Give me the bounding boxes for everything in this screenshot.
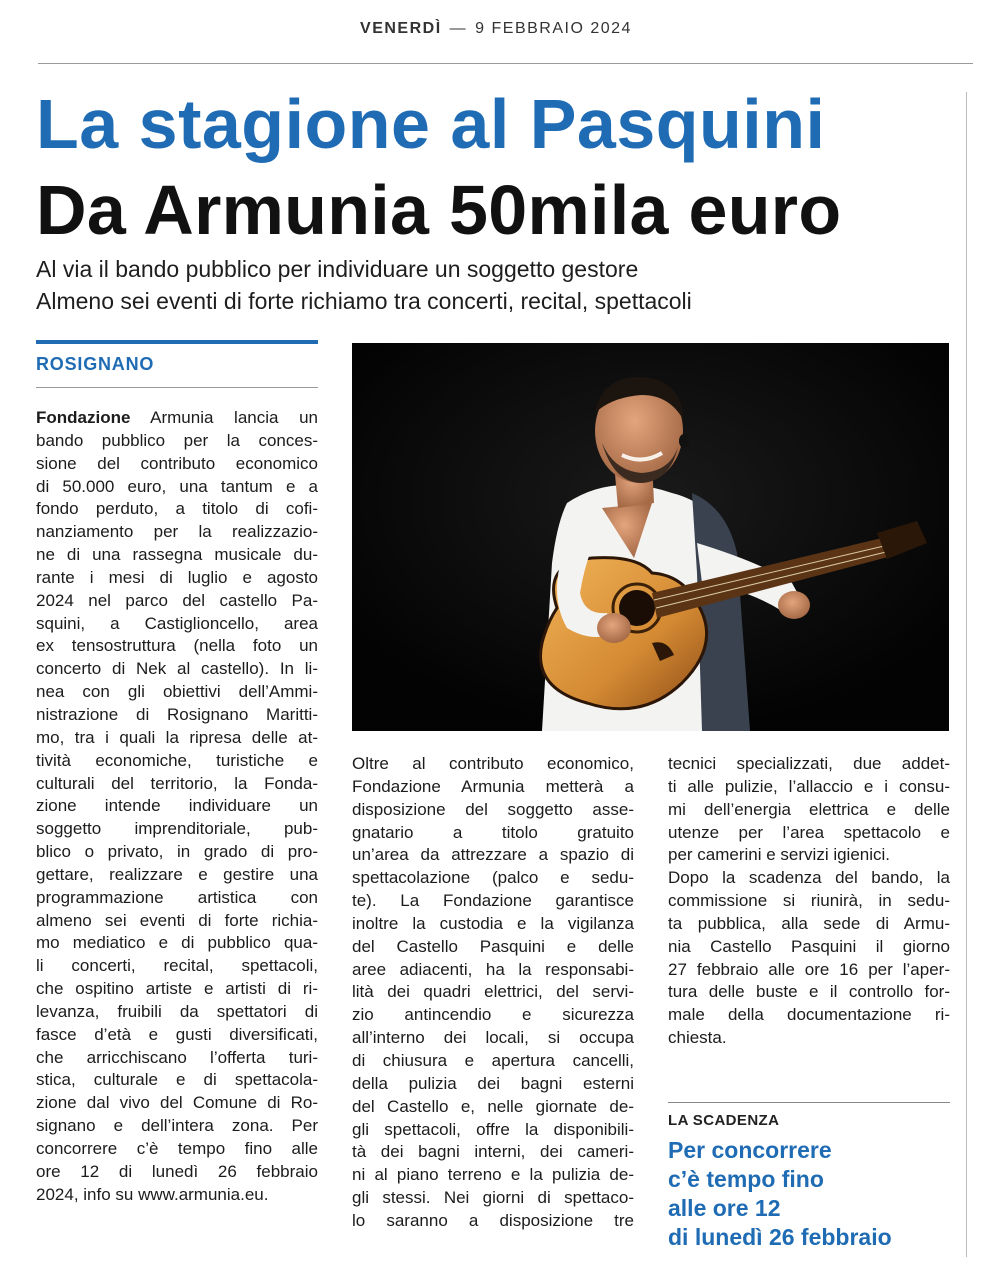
headline-main: Da Armunia 50mila euro (36, 171, 842, 249)
text-line: nia Castello Pasquini il giorno (668, 936, 950, 956)
text-line: nistrazione di Rosignano Maritti- (36, 704, 318, 724)
text-line: di chiusura e apertura cancelli, (352, 1050, 634, 1070)
text-line: lo saranno a disposizione tre (352, 1210, 634, 1230)
text-line: te). La Fondazione garantisce (352, 891, 634, 911)
text-line: concerto di Nek al castello). In li- (36, 659, 318, 679)
callout-line: Per concorrere (668, 1137, 832, 1163)
text-line: inoltre la custodia e la vigilanza (352, 913, 634, 933)
text-line: nanziamento per la realizzazio- (36, 522, 318, 542)
text-line: programmazione artistica con (36, 887, 318, 907)
text-line: per camerini e servizi igienici. (668, 845, 891, 865)
article-column-1 (36, 407, 318, 1207)
text-line: mo, tra i quali la ripresa delle at- (36, 727, 318, 747)
dateline (0, 20, 992, 38)
text-line: fasce d’età e gusti diversificati, (36, 1024, 318, 1044)
deadline-rule (668, 1102, 950, 1103)
text-line: signano e dell’intera zona. Per (36, 1116, 318, 1136)
column-divider-right (966, 92, 967, 1257)
text-fragment: Armunia lancia un (130, 408, 318, 427)
text-line: fondo perduto, a titolo di cofi- (36, 499, 318, 519)
text-line: nea con gli obiettivi dell’Ammi- (36, 682, 318, 702)
text-line: Dopo la scadenza del bando, la (668, 868, 950, 888)
text-line: 27 febbraio alle ore 16 per l’aper- (668, 959, 950, 979)
text-line: Oltre al contributo economico, (352, 754, 634, 773)
text-line: chiesta. (668, 1028, 727, 1048)
text-line: 2024 nel parco del castello Pa- (36, 590, 318, 610)
text-line: tecnici specializzati, due addet- (668, 754, 950, 773)
text-line: li concerti, recital, spettacoli, (36, 956, 318, 976)
callout-line: c’è tempo fino (668, 1166, 824, 1192)
text-line: levanza, fruibili da spettatori di (36, 1001, 318, 1021)
text-line: del Castello e, nelle giornate de- (352, 1096, 634, 1116)
text-line: concorrere c’è tempo fino alle (36, 1139, 318, 1158)
text-line: commissione si riunirà, in sedu- (668, 891, 950, 911)
subheadline-line: Al via il bando pubblico per individuare un soggetto gestore (36, 256, 639, 282)
text-line: ti alle pulizie, l’allaccio e i consu- (668, 776, 950, 796)
text-line: all’interno dei locali, si occupa (352, 1028, 634, 1048)
text-line: ni al piano terreno e la pulizia de- (352, 1165, 634, 1185)
text-line: lità dei quadri elettrici, del servi- (352, 982, 634, 1002)
text-line: aree adiacenti, ha la responsabi- (352, 959, 634, 979)
section-label: ROSIGNANO (36, 354, 155, 374)
text-line: zione dal vivo del Comune di Ro- (36, 1093, 318, 1113)
dateline-separator: — (449, 20, 468, 37)
text-line: rante i mesi di luglio e agosto (36, 567, 318, 587)
dateline-date: 9 FEBBRAIO 2024 (475, 20, 632, 37)
text-line: almeno sei eventi di forte richia- (36, 910, 318, 930)
top-divider (38, 63, 973, 64)
subheadline (36, 253, 956, 317)
text-line: culturali del territorio, la Fonda- (36, 773, 318, 793)
text-line: zione intende individuare un (36, 796, 318, 816)
text-line: male della documentazione ri- (668, 1005, 950, 1025)
dateline-day: VENERDÌ (360, 20, 442, 37)
text-line: del Castello Pasquini e delle (352, 936, 634, 956)
text-line: spettacolazione (palco e sedu- (352, 868, 634, 888)
text-line: disposizione del soggetto asse- (352, 799, 634, 819)
text-line: che arricchiscano l’offerta turi- (36, 1047, 318, 1067)
article-column-3 (668, 753, 950, 1050)
text-line: mi dell’energia elettrica e delle (668, 799, 950, 819)
text-line: gettare, realizzare e gestire una (36, 864, 318, 884)
text-line: che ospitino artiste e artisti di ri- (36, 979, 318, 999)
text-line: ta pubblica, alla sede di Armu- (668, 913, 950, 933)
text-line: ex tensostruttura (nella foto un (36, 636, 318, 656)
text-line: blico o privato, in grado di pro- (36, 842, 318, 862)
deadline-label: LA SCADENZA (668, 1112, 780, 1129)
text-line: soggetto imprenditoriale, pub- (36, 819, 318, 839)
subheadline-line: Almeno sei eventi di forte richiamo tra concerti, recital, spettacoli (36, 288, 692, 314)
text-line: un’area da attrezzare a spazio di (352, 845, 634, 865)
text-line: sione del contributo economico (36, 453, 318, 473)
callout-line: alle ore 12 (668, 1195, 781, 1221)
headline-kicker: La stagione al Pasquini (36, 85, 826, 163)
text-line: mo mediatico e di pubblico qua- (36, 933, 318, 953)
text-line: ne di una rassegna musicale du- (36, 545, 318, 565)
text-line: ore 12 di lunedì 26 febbraio (36, 1161, 318, 1181)
text-line: zio antincendio e sicurezza (352, 1005, 634, 1025)
text-line (36, 407, 318, 430)
text-line: gnatario a titolo gratuito (352, 822, 634, 842)
concert-photo (352, 343, 949, 731)
text-line: tura delle buste e il controllo for- (668, 982, 950, 1002)
article-column-2 (352, 753, 634, 1233)
lead-word: Fondazione (36, 408, 131, 427)
text-line: gli stessi. Nei giorni di spettaco- (352, 1188, 634, 1208)
text-line: bando pubblico per la conces- (36, 430, 318, 450)
text-line: tività economiche, turistiche e (36, 750, 318, 770)
text-line: tà dei bagni interni, dei cameri- (352, 1142, 634, 1162)
text-line: Fondazione Armunia metterà a (352, 776, 634, 796)
text-line: gli spettacoli, offre la disponibili- (352, 1119, 634, 1139)
text-line: di 50.000 euro, una tantum e a (36, 476, 318, 496)
text-line: 2024, info su www.armunia.eu. (36, 1184, 269, 1204)
text-line: utenze per l’area spettacolo e (668, 822, 950, 842)
text-line: stica, culturale e di spettacola- (36, 1070, 318, 1090)
text-line: squini, a Castiglioncello, area (36, 613, 318, 633)
text-line: della pulizia dei bagni esterni (352, 1073, 634, 1093)
deadline-callout (668, 1136, 958, 1252)
callout-line: di lunedì 26 febbraio (668, 1224, 892, 1250)
section-rule (36, 340, 318, 344)
guitarist-illustration (352, 343, 949, 731)
section-rule-thin (36, 387, 318, 388)
